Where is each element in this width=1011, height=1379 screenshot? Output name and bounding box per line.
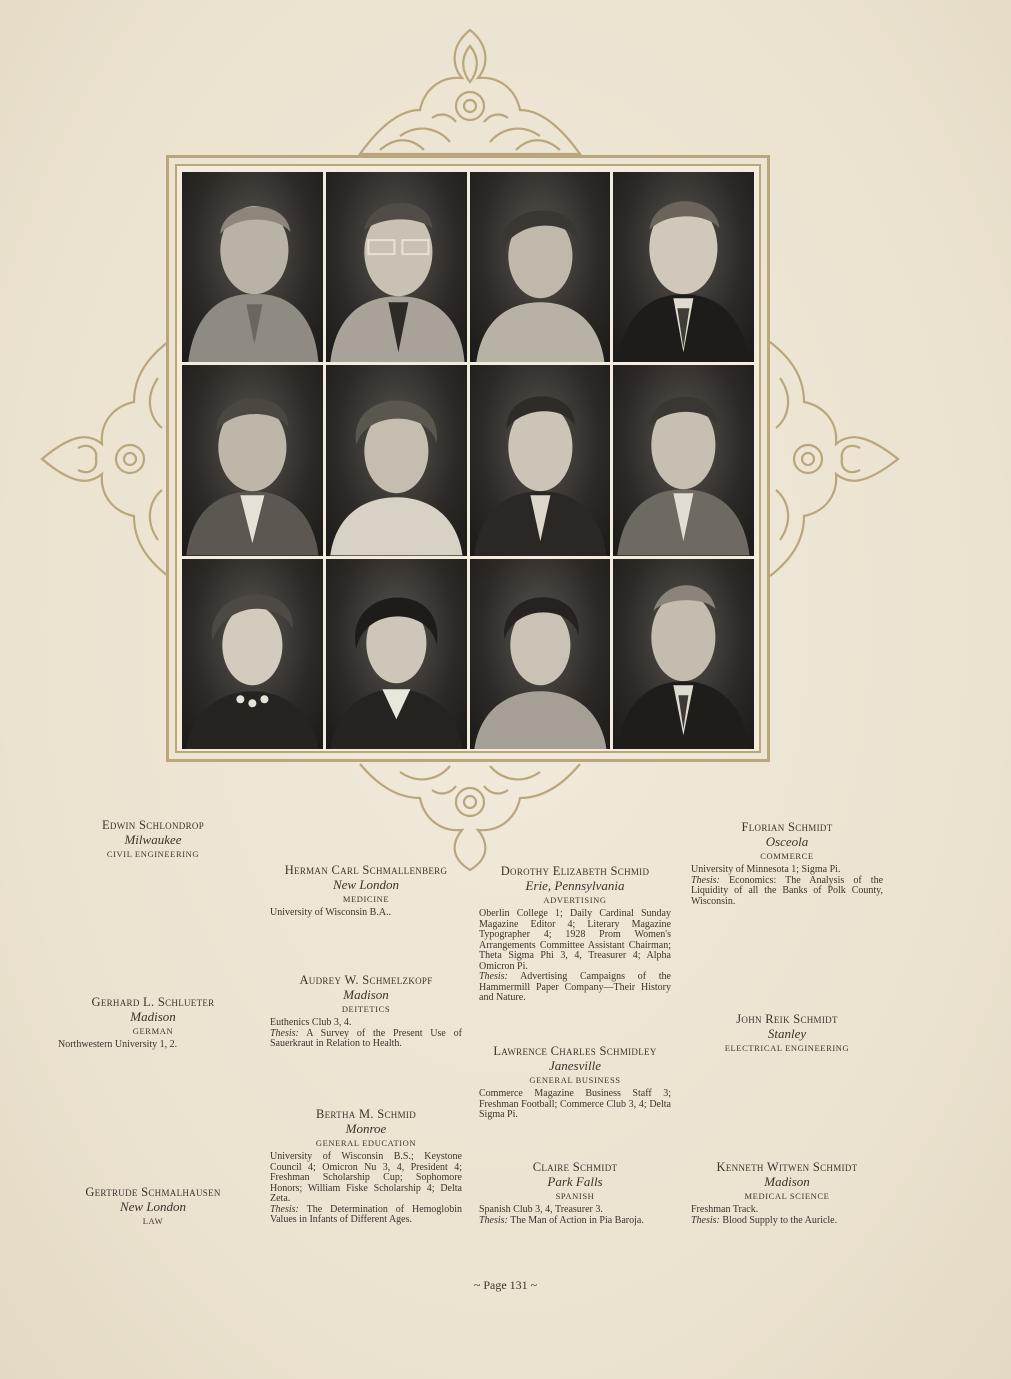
entry-john-schmidt: [691, 1012, 883, 1057]
thesis-label: Thesis:: [270, 1027, 299, 1039]
thesis-label: Thesis:: [270, 1203, 299, 1215]
ornament-bottom: [340, 762, 600, 872]
activities: Freshman Track.: [691, 1204, 759, 1215]
portrait-photo: [326, 365, 467, 555]
portrait-photo: [182, 172, 323, 362]
entry-gertrude-schmalhausen: [58, 1185, 248, 1230]
activities: Oberlin College 1; Daily Cardinal Sunday Magazine Editor 4; Literary Magazine Typographer 4; 1928 Prom Women's Arrangements Committee Assistant Chairman; Theta Sigma Phi 3, 4, Treasurer 4; Alpha Omicron Pi.: [479, 908, 671, 972]
major: ADVERTISING: [543, 895, 607, 905]
entry-kenneth-schmidt: [691, 1160, 883, 1226]
major: MEDICINE: [342, 894, 390, 904]
thesis-label: Thesis:: [479, 971, 508, 982]
entry-edwin-schlondrop: [58, 818, 248, 863]
hometown: New London: [119, 1199, 187, 1214]
activities: University of Wisconsin B.A..: [270, 907, 392, 918]
major: GENERAL BUSINESS: [529, 1075, 621, 1085]
major: COMMERCE: [760, 851, 814, 861]
thesis: A Survey of the Present Use of Sauerkraut in Relation to Health.: [270, 1027, 462, 1049]
hometown: New London: [332, 877, 400, 892]
hometown: Stanley: [767, 1026, 807, 1041]
ornament-top: [340, 26, 600, 158]
entry-audrey-schmelzkopf: [270, 973, 462, 1050]
student-name: Gerhard L. Schlueter: [91, 995, 215, 1009]
thesis: Blood Supply to the Auricle.: [722, 1214, 838, 1226]
student-name: John Reik Schmidt: [736, 1012, 838, 1026]
portrait-photo: [470, 365, 611, 555]
thesis-label: Thesis:: [691, 874, 720, 886]
student-name: Florian Schmidt: [741, 820, 833, 834]
portrait-photo: [326, 559, 467, 749]
hometown: Madison: [764, 1174, 810, 1189]
major: DEITETICS: [341, 1004, 391, 1014]
hometown: Park Falls: [547, 1174, 603, 1189]
page-number: ~ Page 131 ~: [473, 1278, 538, 1292]
hometown: Milwaukee: [124, 832, 182, 847]
portrait-photo: [326, 172, 467, 362]
entry-florian-schmidt: [691, 820, 883, 907]
major: CIVIL ENGINEERING: [106, 849, 200, 859]
portrait-photo: [182, 559, 323, 749]
activities: Northwestern University 1, 2.: [58, 1039, 178, 1050]
student-name: Kenneth Witwen Schmidt: [716, 1160, 858, 1174]
entry-claire-schmidt: [479, 1160, 671, 1226]
thesis: Economics: The Analysis of the Liquidity of all the Banks of Polk County, Wisconsin.: [691, 874, 884, 907]
student-name: Gertrude Schmalhausen: [85, 1185, 221, 1199]
entry-herman-schmallenberg: [270, 863, 462, 919]
student-name: Lawrence Charles Schmidley: [493, 1044, 657, 1058]
ornament-left: [38, 338, 170, 580]
hometown: Madison: [343, 987, 389, 1002]
major: MEDICAL SCIENCE: [744, 1191, 830, 1201]
student-name: Audrey W. Schmelzkopf: [299, 973, 433, 987]
activities: Spanish Club 3, 4, Treasurer 3.: [479, 1204, 603, 1215]
entry-lawrence-schmidley: [479, 1044, 671, 1121]
entry-gerhard-schlueter: [58, 995, 248, 1051]
major: GENERAL EDUCATION: [315, 1138, 417, 1148]
student-name: Claire Schmidt: [532, 1160, 618, 1174]
thesis-label: Thesis:: [691, 1214, 720, 1226]
thesis: The Determination of Hemoglobin Values in Infants of Different Ages.: [270, 1203, 462, 1225]
major: LAW: [142, 1216, 164, 1226]
portrait-photo: [613, 365, 754, 555]
student-name: Bertha M. Schmid: [315, 1107, 417, 1121]
portrait-photo: [613, 559, 754, 749]
hometown: Madison: [130, 1009, 176, 1024]
major: SPANISH: [555, 1191, 595, 1201]
entry-dorothy-schmid: [479, 864, 671, 1004]
hometown: Erie, Pennsylvania: [525, 878, 625, 893]
thesis: Advertising Campaigns of the Hammermill Paper Company—Their History and Nature.: [479, 971, 671, 1003]
activities: Commerce Magazine Business Staff 3; Freshman Football; Commerce Club 3, 4; Delta Sigma Pi.: [479, 1088, 671, 1120]
activities: University of Wisconsin B.S.; Keystone Council 4; Omicron Nu 3, 4, President 4; Freshman Scholarship Cup; Sophomore Honors; William Fiske Scholarship 4; Delta Zeta.: [270, 1151, 462, 1204]
activities: Euthenics Club 3, 4.: [270, 1017, 352, 1028]
student-name: Herman Carl Schmallenberg: [284, 863, 448, 877]
ornament-right: [768, 338, 902, 580]
hometown: Osceola: [765, 834, 809, 849]
entry-bertha-schmid: [270, 1107, 462, 1226]
thesis: The Man of Action in Pia Baroja.: [510, 1214, 644, 1226]
major: GERMAN: [132, 1026, 174, 1036]
student-name: Dorothy Elizabeth Schmid: [500, 864, 650, 878]
portrait-photo: [470, 559, 611, 749]
portrait-grid: [182, 172, 754, 749]
thesis-label: Thesis:: [479, 1214, 508, 1226]
hometown: Janesville: [549, 1058, 601, 1073]
portrait-photo: [470, 172, 611, 362]
activities: University of Minnesota 1; Sigma Pi.: [691, 864, 841, 875]
hometown: Monroe: [345, 1121, 387, 1136]
portrait-photo: [613, 172, 754, 362]
portrait-photo: [182, 365, 323, 555]
major: ELECTRICAL ENGINEERING: [724, 1043, 850, 1053]
student-name: Edwin Schlondrop: [101, 818, 204, 832]
